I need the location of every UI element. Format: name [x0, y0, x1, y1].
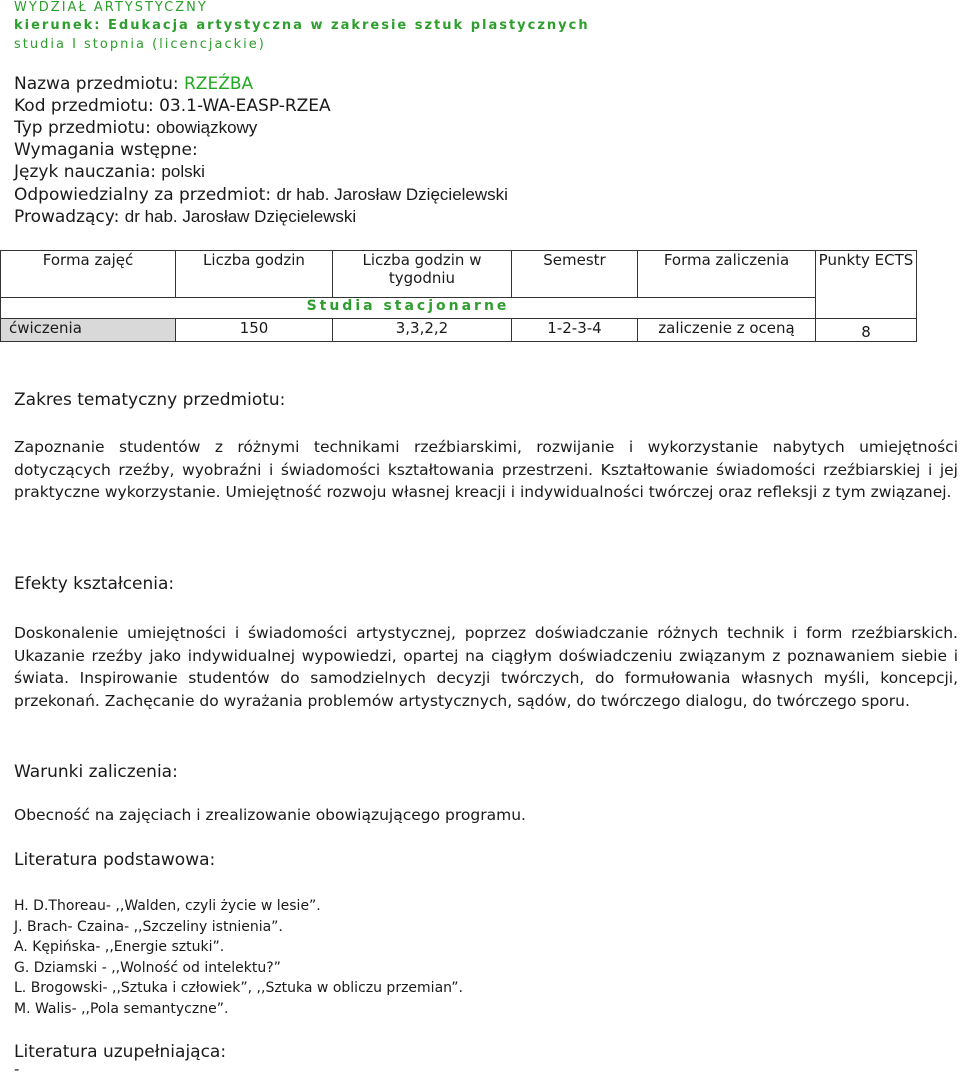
responsible-label: Odpowiedzialny za przedmiot: — [14, 185, 272, 205]
cell-godziny: 150 — [176, 319, 333, 342]
header-forma-zaliczenia: Forma zaliczenia — [638, 251, 816, 298]
studia-stacjonarne-band: Studia stacjonarne — [1, 298, 816, 319]
zakres-title: Zakres tematyczny przedmiotu: — [14, 390, 286, 410]
header-ects: Punkty ECTS — [816, 251, 917, 319]
zakres-text: Zapoznanie studentów z różnymi technikami rzeźbiarskimi, rozwijanie i wykorzystanie nabytych umiejętności dotyczących rzeźby, wyobraźni i świadomości kształtowania przestrzeni. Kształtowanie świadomości rzeźbiarskiej i jej praktyczne wykorzystanie. Umiejętność rozwoju własnej kreacji i indywidualności twórczej oraz refleksji z tym związanej. — [14, 438, 958, 501]
faculty-name: WYDZIAŁ ARTYSTYCZNY — [14, 0, 208, 15]
header-forma-zajec: Forma zajęć — [1, 251, 176, 298]
study-level: studia I stopnia (licencjackie) — [14, 37, 266, 52]
header-semestr: Semestr — [512, 251, 638, 298]
cell-semestr: 1-2-3-4 — [512, 319, 638, 342]
list-item: A. Kępińska- ,,Energie sztuki”. — [14, 939, 225, 955]
subject-name-value: RZEŹBA — [184, 74, 254, 94]
lecturer-row — [14, 206, 356, 228]
language-row — [14, 161, 205, 183]
subject-code-row — [14, 95, 331, 117]
header-godzin-w-tygodniu: Liczba godzin w tygodniu — [333, 251, 512, 298]
literatura-podstawowa-title: Literatura podstawowa: — [14, 850, 216, 870]
cell-forma: ćwiczenia — [1, 319, 176, 342]
subject-name-row — [14, 73, 253, 95]
subject-code-value: 03.1-WA-EASP-RZEA — [159, 96, 331, 116]
subject-type-value: obowiązkowy — [156, 118, 258, 137]
field-of-study: kierunek: Edukacja artystyczna w zakresie sztuk plastycznych — [14, 18, 590, 33]
lecturer-label: Prowadzący: — [14, 207, 120, 227]
list-item: H. D.Thoreau- ,,Walden, czyli życie w lesie”. — [14, 898, 321, 914]
warunki-text: Obecność na zajęciach i zrealizowanie obowiązującego programu. — [14, 806, 526, 824]
language-value: polski — [161, 162, 205, 181]
course-table — [0, 250, 917, 342]
efekty-title: Efekty kształcenia: — [14, 574, 175, 594]
cell-tygodniowo: 3,3,2,2 — [333, 319, 512, 342]
efekty-text: Doskonalenie umiejętności i świadomości artystycznej, poprzez doświadczanie różnych technik i form rzeźbiarskich. Ukazanie rzeźby jako indywidualnej wypowiedzi, opartej na ciągłym doświadczeniu związanym z poznawaniem siebie i świata. Inspirowanie studentów do samodzielnych decyzji twórczych, do formułowania własnych myśli, koncepcji, przekonań. Zachęcanie do wyrażania problemów artystycznych, sądów, do twórczego dialogu, do twórczego sporu. — [14, 624, 958, 710]
subject-code-label: Kod przedmiotu: — [14, 96, 154, 116]
header-liczba-godzin: Liczba godzin — [176, 251, 333, 298]
language-label: Język nauczania: — [14, 162, 157, 182]
literatura-uzupelniajaca-text: - — [14, 1060, 20, 1078]
literatura-uzupelniajaca-title: Literatura uzupełniająca: — [14, 1042, 227, 1062]
list-item: M. Walis- ,,Pola semantyczne”. — [14, 1000, 229, 1017]
responsible-row — [14, 184, 508, 206]
list-item: J. Brach- Czaina- ,,Szczeliny istnienia”. — [14, 918, 283, 935]
list-item: L. Brogowski- ,,Sztuka i człowiek”, ,,Sztuka w obliczu przemian”. — [14, 980, 463, 996]
prerequisites-row — [14, 139, 198, 161]
responsible-value: dr hab. Jarosław Dzięcielewski — [276, 185, 508, 204]
cell-zaliczenie: zaliczenie z oceną — [638, 319, 816, 342]
subject-type-row — [14, 117, 257, 139]
lecturer-value: dr hab. Jarosław Dzięcielewski — [124, 207, 357, 226]
warunki-title: Warunki zaliczenia: — [14, 762, 178, 782]
subject-type-label: Typ przedmiotu: — [14, 118, 151, 138]
cell-ects: 8 — [816, 319, 917, 342]
list-item: G. Dziamski - ,,Wolność od intelektu?” — [14, 959, 281, 976]
subject-name-label: Nazwa przedmiotu: — [14, 74, 179, 94]
prerequisites-label: Wymagania wstępne: — [14, 140, 198, 160]
literatura-podstawowa-list — [14, 896, 463, 1019]
